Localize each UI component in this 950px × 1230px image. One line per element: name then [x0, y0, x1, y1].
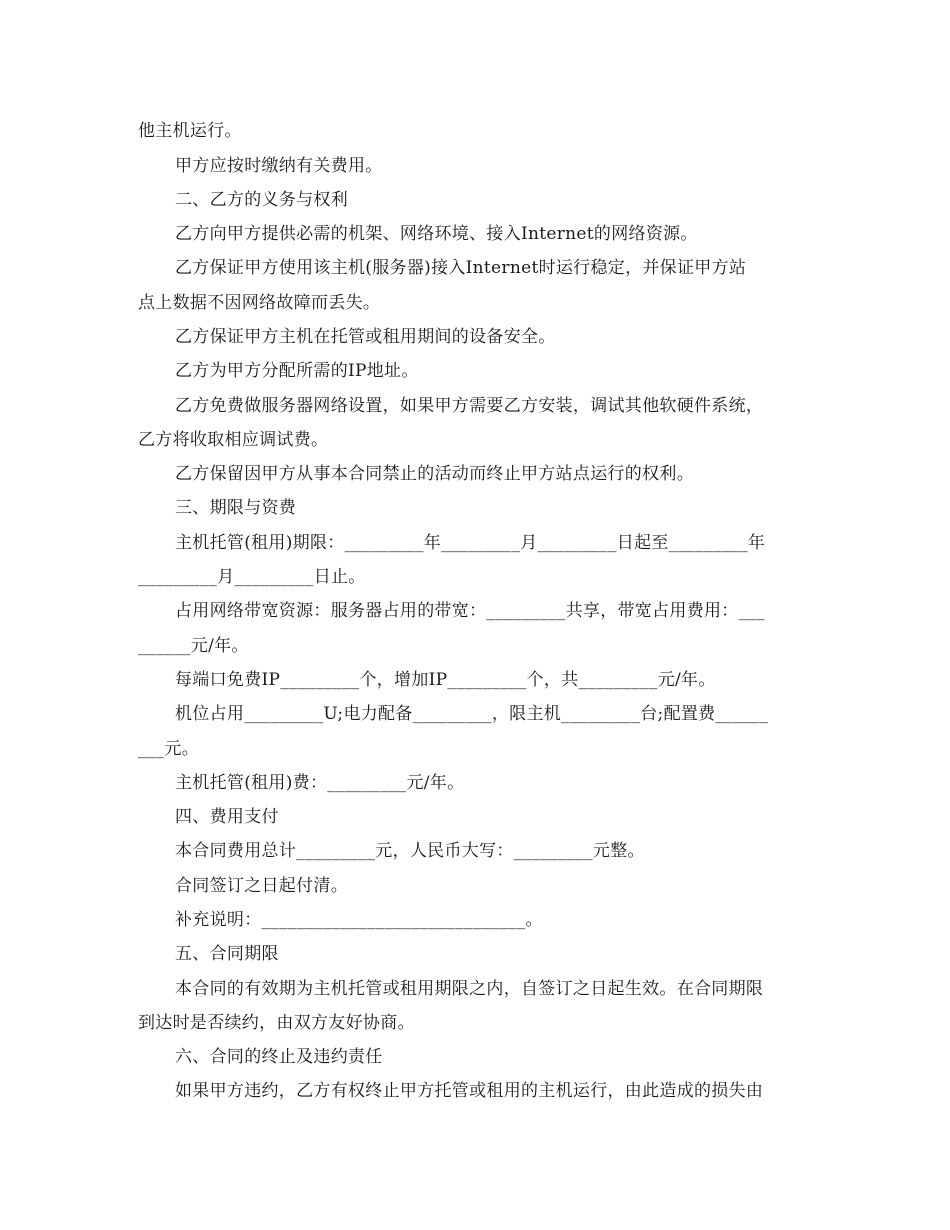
paragraph-line: 乙方免费做服务器网络设置，如果甲方需要乙方安装，调试其他软硬件系统， — [175, 396, 764, 416]
paragraph-line: 主机托管(租用)费：_________元/年。 — [175, 773, 465, 793]
paragraph-line: 乙方向甲方提供必需的机架、网络环境、接入Internet的网络资源。 — [175, 224, 698, 244]
paragraph-line: 点上数据不因网络故障而丢失。 — [138, 293, 381, 313]
section-heading: 四、费用支付 — [175, 807, 279, 827]
paragraph-line: 乙方为甲方分配所需的IP地址。 — [175, 361, 419, 381]
paragraph-line: 合同签订之日起付清。 — [175, 876, 348, 896]
section-heading: 二、乙方的义务与权利 — [175, 190, 348, 210]
paragraph-line: 主机托管(租用)期限：_________年_________月_________日起至_________年 — [175, 533, 766, 553]
section-heading: 五、合同期限 — [175, 944, 279, 964]
paragraph-line: 本合同的有效期为主机托管或租用期限之内，自签订之日起生效。在合同期限 — [175, 979, 764, 999]
paragraph-line: 他主机运行。 — [138, 121, 242, 141]
paragraph-line: 乙方保留因甲方从事本合同禁止的活动而终止甲方站点运行的权利。 — [175, 464, 694, 484]
paragraph-line: 乙方保证甲方主机在托管或租用期间的设备安全。 — [175, 327, 556, 347]
paragraph-line: _________月_________日止。 — [138, 567, 366, 587]
section-heading: 六、合同的终止及违约责任 — [175, 1047, 383, 1067]
paragraph-line: 本合同费用总计_________元，人民币大写：_________元整。 — [175, 841, 645, 861]
paragraph-line: 到达时是否续约，由双方友好协商。 — [138, 1013, 415, 1033]
paragraph-line: 机位占用_________U;电力配备_________，限主机_________台;配置费______ — [175, 704, 769, 724]
paragraph-line: 占用网络带宽资源：服务器占用的带宽：_________共享，带宽占用费用：___ — [175, 601, 765, 621]
paragraph-line: 甲方应按时缴纳有关费用。 — [175, 156, 383, 176]
paragraph-line: 如果甲方违约，乙方有权终止甲方托管或租用的主机运行，由此造成的损失由 — [175, 1081, 764, 1101]
paragraph-line: 乙方将收取相应调试费。 — [138, 430, 329, 450]
paragraph-line: ______元/年。 — [138, 636, 249, 656]
paragraph-line: 乙方保证甲方使用该主机(服务器)接入Internet时运行稳定，并保证甲方站 — [175, 258, 747, 278]
paragraph-line: ___元。 — [138, 739, 199, 759]
paragraph-line: 每端口免费IP_________个，增加IP_________个，共_________元/年。 — [175, 670, 716, 690]
paragraph-line: 补充说明：______________________________。 — [175, 910, 543, 930]
section-heading: 三、期限与资费 — [175, 498, 297, 518]
